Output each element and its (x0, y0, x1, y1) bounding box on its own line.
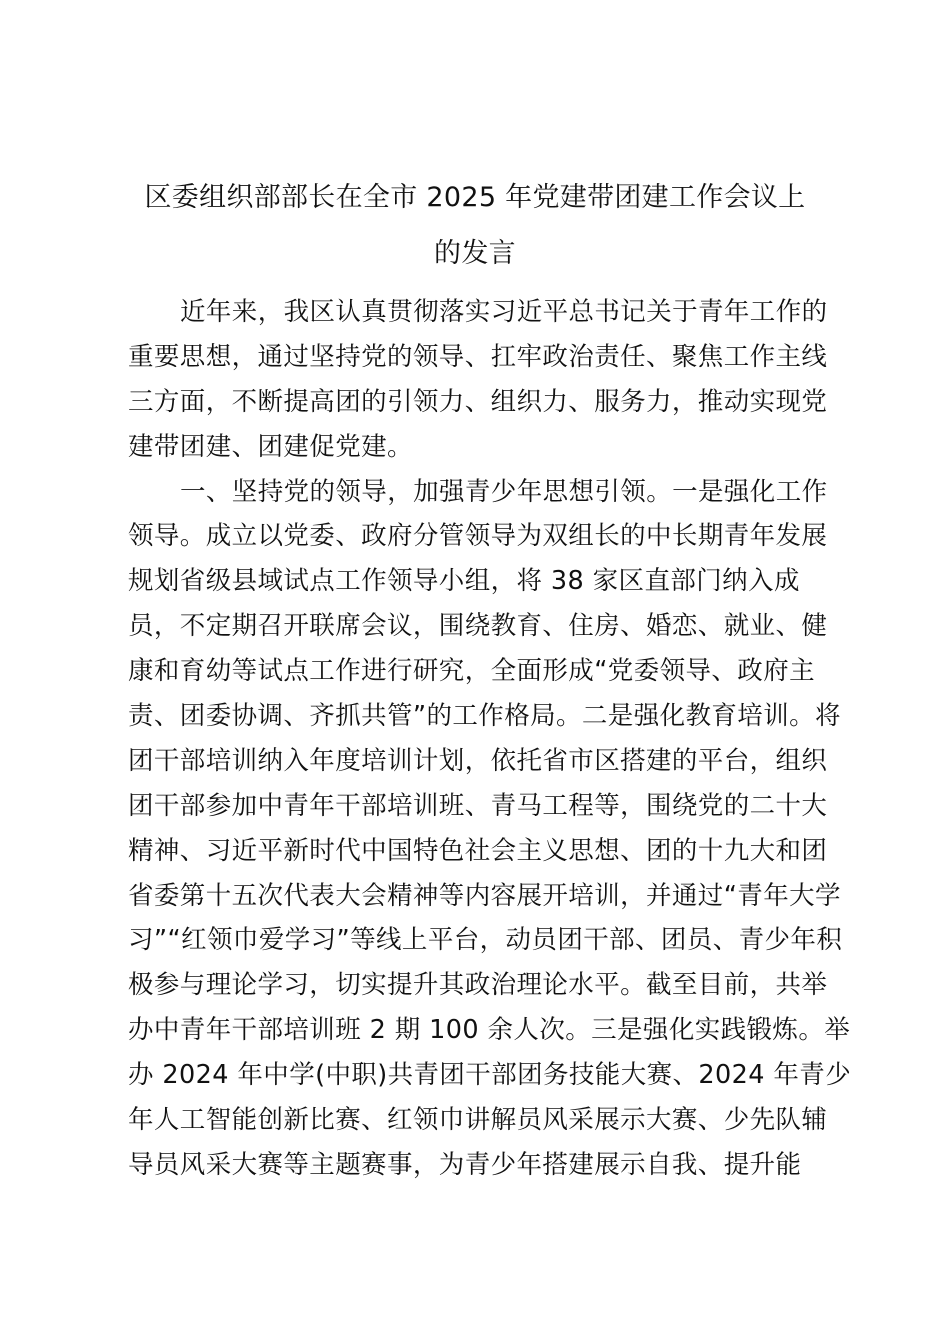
paragraph-2-line-2: 领导。成立以党委、政府分管领导为双组长的中长期青年发展 (128, 521, 828, 552)
document-title (120, 170, 830, 282)
paragraph-1-line-1: 近年来，我区认真贯彻落实习近平总书记关于青年工作的 (180, 297, 828, 327)
paragraph-2-line-8: 团干部参加中青年干部培训班、青马工程等，围绕党的二十大 (128, 790, 828, 821)
paragraph-2-line-3: 规划省级县域试点工作领导小组，将 38 家区直部门纳入成 (128, 566, 800, 597)
document-body (128, 290, 852, 1188)
paragraph-2-line-13: 办中青年干部培训班 2 期 100 余人次。三是强化实践锻炼。举 (128, 1015, 851, 1046)
paragraph-2-line-10: 省委第十五次代表大会精神等内容展开培训，并通过“青年大学 (128, 880, 841, 911)
paragraph-2-line-15: 年人工智能创新比赛、红领巾讲解员风采展示大赛、少先队辅 (128, 1105, 828, 1136)
paragraph-2-line-7: 团干部培训纳入年度培训计划，依托省市区搭建的平台，组织 (128, 745, 828, 776)
paragraph-1-line-2: 重要思想，通过坚持党的领导、扛牢政治责任、聚焦工作主线 (128, 341, 828, 372)
paragraph-2-line-4: 员，不定期召开联席会议，围绕教育、住房、婚恋、就业、健 (128, 611, 828, 642)
paragraph-2-line-16: 导员风采大赛等主题赛事，为青少年搭建展示自我、提升能 (128, 1149, 802, 1180)
paragraph-2-line-6: 责、团委协调、齐抓共管”的工作格局。二是强化教育培训。将 (128, 701, 841, 732)
paragraph-2-line-9: 精神、习近平新时代中国特色社会主义思想、团的十九大和团 (128, 835, 828, 866)
paragraph-1-line-4: 建带团建、团建促党建。 (128, 431, 413, 462)
paragraph-2-line-5: 康和育幼等试点工作进行研究，全面形成“党委领导、政府主 (128, 656, 816, 687)
paragraph-2-line-14: 办 2024 年中学(中职)共青团干部团务技能大赛、2024 年青少 (128, 1060, 852, 1091)
title-line-1: 区委组织部部长在全市 2025 年党建带团建工作会议上 (144, 182, 806, 213)
paragraph-2-line-1: 一、坚持党的领导，加强青少年思想引领。一是强化工作 (180, 476, 828, 507)
paragraph-2-line-11: 习”“红领巾爱学习”等线上平台，动员团干部、团员、青少年积 (128, 925, 843, 956)
title-line-2: 的发言 (434, 238, 516, 269)
paragraph-2-line-12: 极参与理论学习，切实提升其政治理论水平。截至目前，共举 (128, 970, 828, 1001)
paragraph-1-line-3: 三方面，不断提高团的引领力、组织力、服务力，推动实现党 (128, 386, 828, 417)
